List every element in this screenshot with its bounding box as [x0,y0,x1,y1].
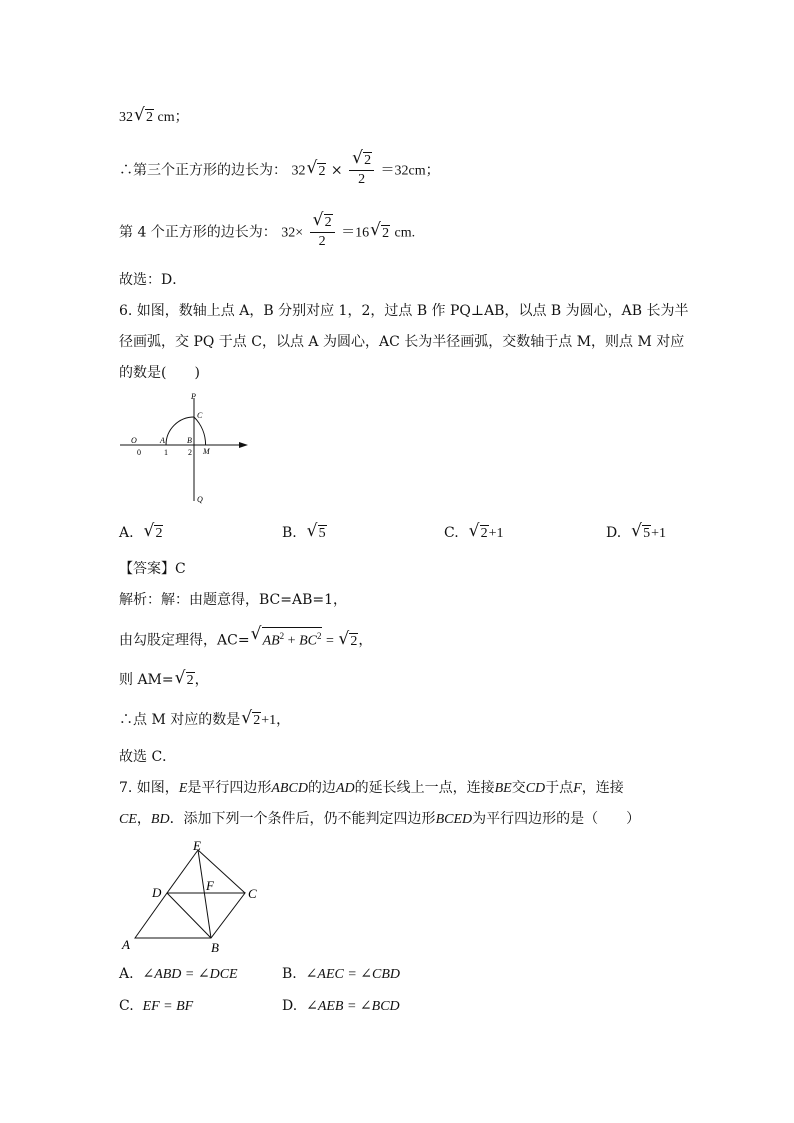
sqrt-symbol: √ 2 [306,161,326,181]
q6-option-b: B. √ 5 [282,523,327,544]
q6-stem-line-3: 的数是( ) [119,365,200,381]
tick-label-2: 2 [188,448,192,457]
label-c: C [197,411,203,420]
segment-de [167,850,198,893]
q6-solution-line-1: 解析：解：由题意得，BC=AB=1， [119,592,348,608]
axis-arrow-icon [239,442,248,448]
q7-option-d: D. ∠AEB = ∠BCD [282,998,400,1014]
label-b: B [187,436,192,445]
label-q: Q [197,495,203,504]
q6-solution-choice: 故选 C． [119,749,177,765]
label-b: B [211,940,219,955]
sqrt-symbol: √ $AB^2 + BC^2$ [251,627,323,652]
tick-label-1: 1 [164,448,168,457]
prev-solution-line-2: ∴第三个正方形的边长为： 32√ 2 × √ $\frac{2}{2}$ ＝32cm； [119,152,440,189]
tick-label-0: 0 [137,448,141,457]
sqrt-symbol: √ 2 [241,711,261,731]
q7-parallelogram-figure [115,836,275,958]
prev-solution-line-3: 第 4 个正方形的边长为： 32× √ $\frac{2}{2}$ ＝16√ 2 cm. [119,214,415,251]
sqrt-symbol: √ 2 [175,671,195,691]
prev-solution-choice: 故选：D． [119,272,187,288]
arc-am [194,417,206,445]
segment-db [167,893,211,938]
q7-stem-line-1: 7. 如图，E是平行四边形ABCD的边AD的延长线上一点，连接BE交CD于点F，连接 [119,780,624,796]
q6-option-a: A. √ 2 [119,523,163,544]
q7-stem-line-2: CE，BD．添加下列一个条件后，仍不能判定四边形BCED为平行四边形的是（ ） [119,811,641,827]
q6-solution-line-4: ∴点 M 对应的数是√ 2+1， [119,710,290,731]
sqrt-symbol: √ 2 [338,632,358,652]
prev-solution-line-1: 32√ 2 cm； [119,108,189,128]
q6-stem-line-2: 径画弧，交 PQ 于点 C，以点 A 为圆心，AC 长为半径画弧，交数轴于点 M，则点 M 对应 [119,334,685,350]
q6-stem-line-1: 6. 如图，数轴上点 A，B 分别对应 1，2，过点 B 作 PQ⊥AB，以点 B 为圆心，AB 长为半 [119,303,689,319]
segment-eb [198,850,211,938]
label-m: M [203,447,210,456]
q6-answer: 【答案】C [119,561,186,577]
label-a: A [160,436,165,445]
label-a: A [122,937,130,952]
sqrt-symbol: √ 2 [370,223,390,243]
q7-option-c: C. EF = BF [119,998,194,1014]
label-f: F [206,878,214,893]
label-p: P [191,392,196,401]
q6-solution-line-3: 则 AM=√ 2， [119,670,209,691]
label-c: C [248,886,257,901]
label-e: E [193,838,201,853]
label-d: D [152,885,162,900]
q7-option-a: A. ∠ABD = ∠DCE [119,966,238,982]
sqrt-symbol: √ 2 [134,108,154,128]
fraction: √ $\frac{2}{2}$ [349,152,374,189]
q6-option-c: C. √ 2+1 [444,523,503,544]
q7-option-b: B. ∠AEC = ∠CBD [282,966,401,982]
q6-number-line-figure [115,388,255,510]
label-o: O [131,436,137,445]
q6-solution-line-2: 由勾股定理得，AC=√ $AB^2 + BC^2$ = √ 2， [119,627,372,652]
q6-option-d: D. √ 5+1 [606,523,666,544]
fraction: √ $\frac{2}{2}$ [310,214,335,251]
